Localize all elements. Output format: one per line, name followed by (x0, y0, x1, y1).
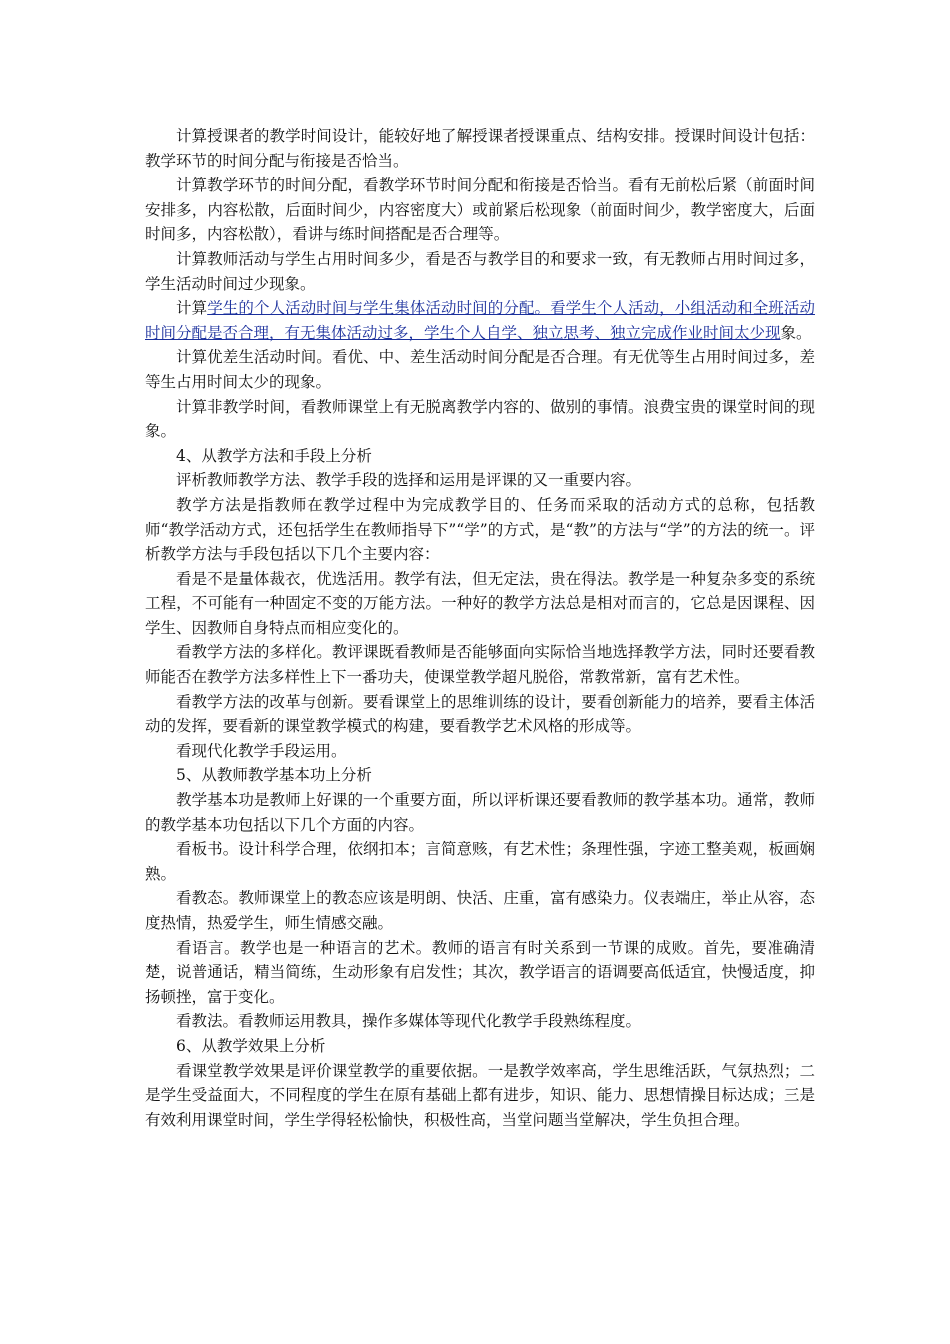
paragraph-activity-time (145, 296, 815, 345)
paragraph-non-teaching-time: 计算非教学时间，看教师课堂上有无脱离教学内容的、做别的事情。浪费宝贵的课堂时间的现象。 (145, 397, 815, 441)
paragraph-language: 看语言。教学也是一种语言的艺术。教师的语言有时关系到一节课的成败。首先，要准确清楚，说普通话，精当简练，生动形象有启发性；其次，教学语言的语调要高低适宜，快慢适度，抑扬顿挫，富于变化。 (145, 938, 815, 1006)
paragraph-lead-text: 计算 (176, 299, 208, 318)
paragraph-segment-time: 计算教学环节的时间分配，看教学环节时间分配和衔接是否恰当。看有无前松后紧（前面时间安排多，内容松散，后面时间少，内容密度大）或前紧后松现象（前面时间少，教学密度大，后面时间多，内容松散），看讲与练时间搭配是否合理等。 (145, 176, 815, 244)
paragraph-effect: 看课堂教学效果是评价课堂教学的重要依据。一是教学效率高，学生思维活跃，气氛热烈；二是学生受益面大，不同程度的学生在原有基础上都有进步，知识、能力、思想情操目标达成；三是有效利用课堂时间，学生学得轻松愉快，积极性高，当堂问题当堂解决，学生负担合理。 (145, 1061, 815, 1129)
paragraph-modern-means: 看现代化教学手段运用。 (176, 741, 347, 760)
paragraph-methods-innovation: 看教学方法的改革与创新。要看课堂上的思维训练的设计，要看创新能力的培养，要看主体活动的发挥，要看新的课堂教学模式的构建，要看教学艺术风格的形成等。 (145, 692, 815, 736)
paragraph-basic-skills: 教学基本功是教师上好课的一个重要方面，所以评析课还要看教师的教学基本功。通常，教师的教学基本功包括以下几个方面的内容。 (145, 791, 815, 834)
document-body (145, 124, 815, 1132)
paragraph-methods-variety: 看教学方法的多样化。教评课既看教师是否能够面向实际恰当地选择教学方法，同时还要看教师能否在教学方法多样性上下一番功夫，使课堂教学超凡脱俗，常教常新，富有艺术性。 (145, 643, 815, 687)
paragraph-teacher-student-time: 计算教师活动与学生占用时间多少，看是否与教学目的和要求一致，有无教师占用时间过多，学生活动时间过少现象。 (145, 249, 815, 293)
paragraph-methods-intro: 评析教师教学方法、教学手段的选择和运用是评课的又一重要内容。 (176, 471, 642, 490)
section-heading-5: 5、从教师教学基本功上分析 (176, 766, 372, 785)
section-heading-4: 4、从教学方法和手段上分析 (176, 446, 372, 465)
paragraph-demeanor: 看教态。教师课堂上的教态应该是明朗、快活、庄重，富有感染力。仪表端庄，举止从容，态度热情，热爱学生，师生情感交融。 (145, 889, 815, 932)
paragraph-blackboard: 看板书。设计科学合理，依纲扣本；言简意赅，有艺术性；条理性强，字迹工整美观，板画娴熟。 (145, 840, 815, 883)
paragraph-student-levels: 计算优差生活动时间。看优、中、差生活动时间分配是否合理。有无优等生占用时间过多，差等生占用时间太少的现象。 (145, 348, 815, 391)
paragraph-time-design: 计算授课者的教学时间设计，能较好地了解授课者授课重点、结构安排。授课时间设计包括：教学环节的时间分配与衔接是否恰当。 (145, 127, 815, 170)
section-heading-6: 6、从教学效果上分析 (176, 1036, 326, 1055)
paragraph-methods-definition: 教学方法是指教师在教学过程中为完成教学目的、任务而采取的活动方式的总称，包括教师“教学活动方式，还包括学生在教师指导下”“学”的方式，是“教”的方法与“学”的方法的统一。评析教学方法与手段包括以下几个主要内容： (145, 495, 815, 564)
paragraph-methods-fit: 看是不是量体裁衣，优选活用。教学有法，但无定法，贵在得法。教学是一种复杂多变的系统工程，不可能有一种固定不变的万能方法。一种好的教学方法总是相对而言的，它总是因课程、因学生、因教师自身特点而相应变化的。 (145, 569, 815, 637)
hyperlink-activity-distribution[interactable]: 学生的个人活动时间与学生集体活动时间的分配。看学生个人活动，小组活动和全班活动时间分配是否合理，有无集体活动过多，学生个人自学、独立思考、独立完成作业时间太少现 (145, 299, 815, 342)
paragraph-tail-text: 象。 (780, 323, 812, 342)
paragraph-teaching-aids: 看教法。看教师运用教具，操作多媒体等现代化教学手段熟练程度。 (176, 1012, 642, 1031)
